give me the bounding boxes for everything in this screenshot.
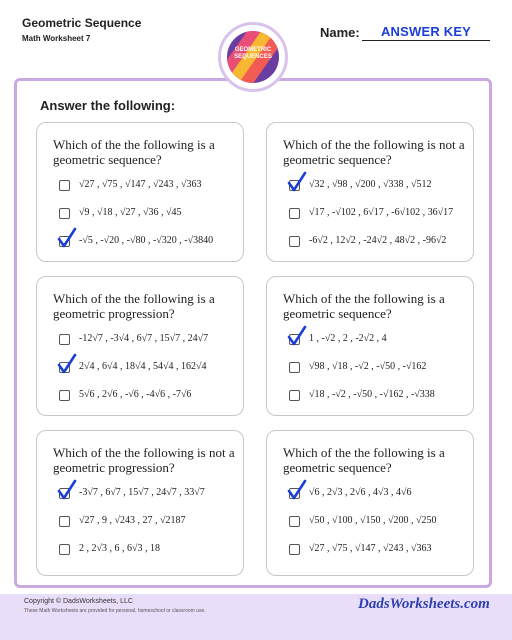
answer-option[interactable] (59, 515, 244, 531)
question-card (266, 430, 474, 576)
question-card (36, 430, 244, 576)
option-text: √6 , 2√3 , 2√6 , 4√3 , 4√6 (309, 487, 412, 498)
option-text: 2√4 , 6√4 , 18√4 , 54√4 , 162√4 (79, 361, 207, 372)
question-card (36, 122, 244, 262)
answer-checkbox[interactable] (289, 362, 300, 373)
instructions: Answer the following: (40, 98, 176, 113)
option-text: 1 , -√2 , 2 , -2√2 , 4 (309, 333, 387, 344)
brand-logo: DadsWorksheets.com (358, 596, 490, 612)
option-text: √27 , 9 , √243 , 27 , √2187 (79, 515, 186, 526)
answer-option[interactable] (289, 487, 474, 503)
question-card (266, 122, 474, 262)
checkmark-icon (287, 479, 307, 501)
answer-checkbox[interactable] (59, 180, 70, 191)
answer-option[interactable] (289, 543, 474, 559)
question-card (36, 276, 244, 416)
answer-option[interactable] (289, 235, 474, 251)
answer-checkbox[interactable] (289, 390, 300, 401)
question-text: Which of the the following is not a geometric progression? (53, 445, 235, 475)
answer-option[interactable] (59, 361, 244, 377)
answer-option[interactable] (59, 207, 244, 223)
answer-option[interactable] (289, 361, 474, 377)
answer-checkbox[interactable] (289, 208, 300, 219)
answer-option[interactable] (289, 179, 474, 195)
option-text: 5√6 , 2√6 , -√6 , -4√6 , -7√6 (79, 389, 192, 400)
option-text: √27 , √75 , √147 , √243 , √363 (309, 543, 432, 554)
question-text: Which of the the following is a geometric sequence? (53, 137, 215, 167)
answer-option[interactable] (289, 389, 474, 405)
answer-checkbox[interactable] (59, 516, 70, 527)
answer-checkbox[interactable] (289, 516, 300, 527)
answer-option[interactable] (59, 179, 244, 195)
answer-checkbox[interactable] (289, 236, 300, 247)
question-text: Which of the the following is a geometric progression? (53, 291, 215, 321)
question-text: Which of the the following is not a geometric sequence? (283, 137, 465, 167)
option-text: -12√7 , -3√4 , 6√7 , 15√7 , 24√7 (79, 333, 209, 344)
option-text: √18 , -√2 , -√50 , -√162 , -√338 (309, 389, 435, 400)
option-text: √32 , √98 , √200 , √338 , √512 (309, 179, 432, 190)
page-subtitle: Math Worksheet 7 (22, 34, 91, 43)
option-text: -√5 , -√20 , -√80 , -√320 , -√3840 (79, 235, 214, 246)
option-text: -3√7 , 6√7 , 15√7 , 24√7 , 33√7 (79, 487, 205, 498)
question-card (266, 276, 474, 416)
checkmark-icon (57, 479, 77, 501)
checkmark-icon (287, 325, 307, 347)
name-label: Name: (320, 25, 360, 40)
option-text: √17 , -√102 , 6√17 , -6√102 , 36√17 (309, 207, 454, 218)
answer-checkbox[interactable] (59, 334, 70, 345)
answer-option[interactable] (59, 543, 244, 559)
answer-checkbox[interactable] (59, 208, 70, 219)
checkmark-icon (57, 227, 77, 249)
checkmark-icon (287, 171, 307, 193)
answer-option[interactable] (59, 389, 244, 405)
badge-text-line1: GEOMETRIC (234, 47, 272, 53)
answer-checkbox[interactable] (59, 544, 70, 555)
answer-option[interactable] (59, 235, 244, 251)
answer-option[interactable] (59, 487, 244, 503)
badge-emblem (227, 31, 279, 83)
option-text: √9 , √18 , √27 , √36 , √45 (79, 207, 182, 218)
topic-badge (218, 22, 288, 92)
badge-text (227, 47, 279, 61)
page-title: Geometric Sequence (22, 16, 142, 30)
answer-checkbox[interactable] (289, 544, 300, 555)
badge-text-line2: SEQUENCES (234, 54, 272, 60)
answer-option[interactable] (289, 333, 474, 349)
answer-option[interactable] (59, 333, 244, 349)
option-text: 2 , 2√3 , 6 , 6√3 , 18 (79, 543, 160, 554)
name-value: ANSWER KEY (380, 24, 472, 39)
answer-option[interactable] (289, 207, 474, 223)
usage-note: These Math Worksheets are provided for personal, homeschool or classroom use. (24, 608, 206, 614)
answer-option[interactable] (289, 515, 474, 531)
name-line (362, 23, 490, 41)
copyright: Copyright © DadsWorksheets, LLC (24, 598, 133, 605)
checkmark-icon (57, 353, 77, 375)
option-text: -6√2 , 12√2 , -24√2 , 48√2 , -96√2 (309, 235, 447, 246)
option-text: √98 , √18 , -√2 , -√50 , -√162 (309, 361, 427, 372)
question-text: Which of the the following is a geometric sequence? (283, 291, 445, 321)
question-text: Which of the the following is a geometric sequence? (283, 445, 445, 475)
option-text: √50 , √100 , √150 , √200 , √250 (309, 515, 437, 526)
answer-checkbox[interactable] (59, 390, 70, 401)
option-text: √27 , √75 , √147 , √243 , √363 (79, 179, 202, 190)
